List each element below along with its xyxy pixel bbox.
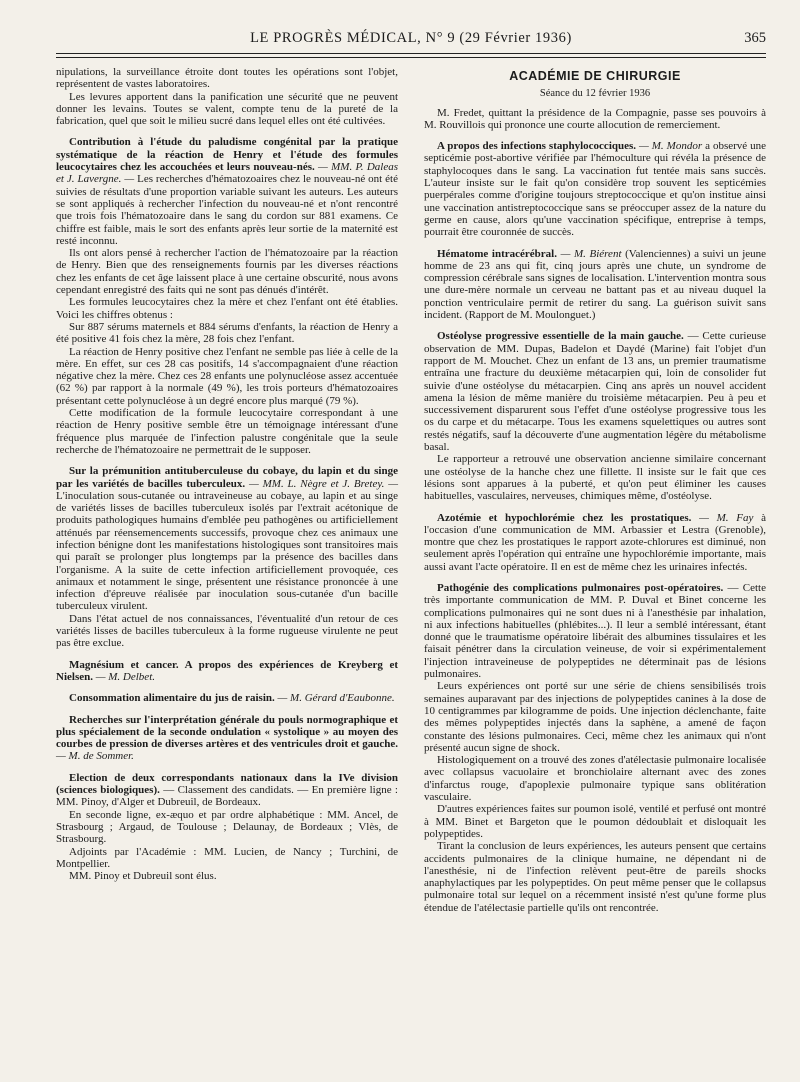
page-number: 365 bbox=[744, 30, 766, 46]
article-authors: — M. Delbet. bbox=[95, 670, 155, 683]
article-title: Election de deux correspondants nationaux dans la IVe division (sciences biologiques). bbox=[56, 771, 398, 797]
article-authors: — MM. L. Nègre et J. Bretey. — bbox=[248, 477, 398, 490]
paragraph: Leurs expériences ont porté sur une série de chiens sensibilisés trois semaines auparavant par des injections de polypeptides canines à la dose de 10 centigrammes par kilogramme de poids. Une injection déclenchante, faite des mêmes polypeptides injectés dans la saphène, a amené de façon constante des lésions pulmonaires. Ceci, même chez les animaux qui n'ont présenté aucun signe de shock. bbox=[424, 680, 766, 754]
article-authors: — M. Biérent bbox=[560, 247, 622, 260]
article-staphylococciques bbox=[424, 140, 766, 238]
paragraph: Histologiquement on a trouvé des zones d'atélectasie pulmonaire localisée avec collapsus vacuolaire et bronchiolaire alternant avec des zones d'infarctus rouge, d'apoplexie pulmonaire typique sans oblitération vasculaire. bbox=[424, 754, 766, 804]
left-column bbox=[56, 66, 398, 882]
article-election bbox=[56, 772, 398, 809]
session-date: Séance du 12 février 1936 bbox=[539, 88, 651, 100]
article-title: Consommation alimentaire du jus de raisin. bbox=[69, 692, 275, 705]
section-title: ACADÉMIE DE CHIRURGIE bbox=[509, 69, 681, 83]
article-osteolyse bbox=[424, 330, 766, 453]
article-contribution-paludisme bbox=[56, 136, 398, 247]
paragraph: à l'occasion d'une communication de MM. Arbassier et Lestra (Grenoble), montre que chez les prostatiques le rapport azote-chlorures est diminué, non seulement après l'opération qui entraîne une hypochlorémie importante, mais aussi avant l'acte opératoire. Il en est de même chez les urinaires infectés. bbox=[424, 511, 767, 573]
paragraph: Adjoints par l'Académie : MM. Lucien, de Nancy ; Turchini, de Montpellier. bbox=[56, 845, 398, 870]
paragraph: L'inoculation sous-cutanée ou intraveineuse au cobaye, au lapin et au singe de variétés lisses de bacilles tuberculeux isolés par l'extrait acétonique de produits pathologiques humains d'emblée peu pathogènes ou artificiellement atténués par réensemencements successifs, provoque chez ces animaux une infection bénigne dont les manifestations histologiques sont transitoires mais qui paraît se prolonger plus longtemps par la présence des bacilles dans l'organisme. A la suite de cette infection artificiellement provoquée, ces animaux et notamment le singe, présentent une résistance prononcée à une infection d'épreuve réalisée par inoculation sous-cutanée d'un bacille tuberculeux virulent. bbox=[56, 489, 398, 613]
paragraph: Les recherches d'hématozoaires chez le nouveau-né ont été suivies de résultats d'une proportion variable suivant les auteurs. Les auteurs se sont appliqués à rechercher l'infection du nouveau-né et n'ont rencontré que trois fois l'hématozoaire dans le sang du cordon sur 881 examens. Ce chiffre est faible, mais le sort des enfants après leur sortie de la maternité est resté inconnu. bbox=[56, 173, 398, 247]
article-jus-raisin bbox=[56, 692, 398, 704]
article-authors: — MM. P. Daleas et J. Lavergne. — bbox=[56, 161, 398, 186]
paragraph: a observé une septicémie post-abortive vérifiée par l'hémoculture qui révéla la présence de staphylocoques dans le sang. La vaccination fut tentée mais sans succès. L'auteur insiste sur le fait qu'on considère trop souvent les septicémies puerpérales comme d'origine toujours streptococcique et qu'on institue ainsi une vaccination antistreptococcique sans se préoccuper assez de la nature du germe en cause, alors qu'une vaccination spécifique, entreprise à temps, pourrait être couronnée de succès. bbox=[424, 140, 767, 239]
paragraph: Dans l'état actuel de nos connaissances, l'éventualité d'un retour de ces variétés lisses de bacilles tuberculeux à la forme rugueuse virulente ne peut pas être exclue. bbox=[56, 612, 398, 650]
article-title: Magnésium et cancer. A propos des expériences de Kreyberg et Nielsen. bbox=[56, 658, 398, 683]
paragraph: En seconde ligne, ex-æquo et par ordre alphabétique : MM. Ancel, de Strasbourg ; Argaud, de Toulouse ; Delaunay, de Bordeaux ; Vlès, de Strasbourg. bbox=[56, 808, 398, 846]
article-title: Azotémie et hypochlorémie chez les prostatiques. bbox=[437, 511, 692, 524]
paragraph: MM. Pinoy et Dubreuil sont élus. bbox=[69, 870, 217, 883]
article-title: Contribution à l'étude du paludisme congénital par la pratique systématique de la réaction de Henry et l'étude des formules leucocytaires chez les accouchées et leurs nouveau-nés. bbox=[56, 136, 398, 174]
article-title: Pathogénie des complications pulmonaires post-opératoires. bbox=[437, 581, 724, 594]
paragraph: Tirant la conclusion de leurs expériences, les auteurs pensent que certains accidents pulmonaires de la clinique humaine, ne dépendant ni de l'anesthésie, ni de l'infection relèvent peut-être de pareils shocks anaphylactiques par les polypeptides. On peut même penser que le collapsus pulmonaire total sur lequel on a récemment insisté n'est qu'une forme plus étendue de l'atélectasie partielle qu'ils ont rencontrée. bbox=[424, 840, 766, 914]
article-authors: — M. Mondor bbox=[639, 140, 703, 153]
paragraph: M. Fredet, quittant la présidence de la Compagnie, passe ses pouvoirs à M. Rouvillois qui prononce une courte allocution de remerciement. bbox=[424, 106, 766, 131]
paragraph: Ils ont alors pensé à rechercher l'action de l'hématozoaire par la réaction de Henry. Bien que des renseignements fournis par les diverses réactions chez les enfants de cet âge laissent place à une certaine obscurité, nous avons cependant enregistré des faits qui ne sont pas dénués d'intérêt. bbox=[56, 247, 398, 297]
paragraph: D'autres expériences faites sur poumon isolé, ventilé et perfusé ont montré à MM. Binet et Bargeton que le poumon dédoublait et disloquait les polypeptides. bbox=[424, 803, 766, 840]
paragraph: Les formules leucocytaires chez la mère et chez l'enfant ont été établies. Voici les chiffres obtenus : bbox=[56, 296, 398, 321]
article-authors: — M. de Sommer. bbox=[56, 750, 134, 763]
paragraph: Cette modification de la formule leucocytaire correspondant à une réaction de Henry positive semble être un témoignage intéressant d'une fréquence plus marquée de l'infection palustre congénitale que la seule recherche de l'hématozoaire ne permettrait de le supposer. bbox=[56, 407, 398, 456]
paragraph: — Cette très importante communication de MM. P. Duval et Binet concerne les complications pulmonaires qui ne sont dues ni à l'anesthésie par inhalation, ni aux infections habituelles (phlébites...). Il leur a semblé intéressant, étant donné que le traumatisme opératoire libérait des albumines tissulaires et les faisait pénétrer dans la circulation veineuse, de voir si expérimentalement l'injection intraveineuse de polypeptides ne déterminait pas de lésions pulmonaires. bbox=[424, 581, 766, 681]
article-title: A propos des infections staphylococciques. bbox=[437, 140, 637, 153]
article-pouls bbox=[56, 714, 398, 763]
header-rule-thick bbox=[56, 53, 766, 54]
article-hematome bbox=[424, 248, 766, 322]
article-title: Ostéolyse progressive essentielle de la main gauche. bbox=[437, 330, 684, 343]
article-title: Recherches sur l'interprétation générale du pouls normographique et plus spécialement de la seconde ondulation « systolique » au moyen des courbes de pression de diverses artères et des ventricules droit et gauche. bbox=[56, 713, 398, 751]
paragraph: La réaction de Henry positive chez l'enfant ne semble pas liée à celle de la mère. En effet, sur ces 28 cas positifs, 14 s'accompagnaient d'une réaction négative chez la mère. Chez ces 28 enfants une polynucléose assez accentuée (62 %) par rapport à la normale (49 %), les trois porteurs d'hématozoaires présentant cette polynucléose à un degré encore plus marqué (79 %). bbox=[56, 345, 398, 407]
continued-paragraph: nipulations, la surveillance étroite dont toutes les opérations sont l'objet, représentent de vastes laboratoires. bbox=[56, 66, 398, 91]
paragraph: — Classement des candidats. — En première ligne : MM. Pinoy, d'Alger et Dubreuil, de Bordeaux. bbox=[56, 784, 398, 809]
right-column bbox=[424, 66, 766, 914]
paragraph: Le rapporteur a retrouvé une observation ancienne similaire concernant une ostéolyse de la hanche chez une fillette. Il insiste sur le fait que ces lésions sont apparues à la puberté, et qu'on peut éliminer les causes habituelles, vasculaires, nerveuses, chimiques même, d'ostéolyse. bbox=[424, 453, 766, 503]
article-magnesium bbox=[56, 659, 398, 684]
journal-title: LE PROGRÈS MÉDICAL, N° 9 (29 Février 1936) bbox=[250, 30, 572, 46]
paragraph: — Cette curieuse observation de MM. Dupas, Badelon et Daydé (Marine) fait l'objet d'un rapport de M. Mouchet. Chez un enfant de 13 ans, un premier traumatisme entraîna une fracture du deuxième métacarpien qui, loin de consolider fut suivie d'une ostéolyse du métacarpien. Cinq ans après un nouvel accident amena la lésion de même manière du troisième métacarpien. Peu à peu et successivement disparurent sous l'effet d'une ostéolyse progressive tous les os du carpe et du métacarpe. Tous les examens squelettiques ou autres sont restés négatifs, sauf la découverte d'une augmentation légère du métabolisme basal. bbox=[424, 330, 767, 454]
header-rule-thin bbox=[56, 57, 766, 58]
article-title: Sur la prémunition antituberculeuse du cobaye, du lapin et du singe par les variétés de bacilles tuberculeux. bbox=[56, 465, 398, 490]
paragraph: Les levures apportent dans la panification une sécurité que ne peuvent donner les levains. Toutes se valent, compte tenu de la pureté de la fabrication, quel que soit le milieu sucré dans lequel elles ont été cultivées. bbox=[56, 90, 398, 128]
article-premunition bbox=[56, 465, 398, 613]
paragraph: Sur 887 sérums maternels et 884 sérums d'enfants, la réaction de Henry a été positive 41 fois chez la mère, 28 fois chez l'enfant. bbox=[56, 320, 398, 346]
article-title: Hématome intracérébral. bbox=[437, 247, 557, 260]
article-pathogenie bbox=[424, 582, 766, 680]
paragraph: (Valenciennes) a suivi un jeune homme de 23 ans qui fit, cinq jours après une chute, un syndrome de compression cérébrale sans signes de localisation. L'intervention montra sous une dure-mère normale un cerveau ne battant pas et au niveau duquel la ponction ventriculaire permit de retirer du sang. La guérison suivit sans incident. (Rapport de M. Moulonguet.) bbox=[424, 247, 767, 322]
article-azotemie bbox=[424, 512, 766, 573]
running-header bbox=[56, 30, 766, 52]
article-authors: — M. Fay bbox=[699, 511, 754, 524]
article-authors: — M. Gérard d'Eaubonne. bbox=[277, 692, 395, 705]
